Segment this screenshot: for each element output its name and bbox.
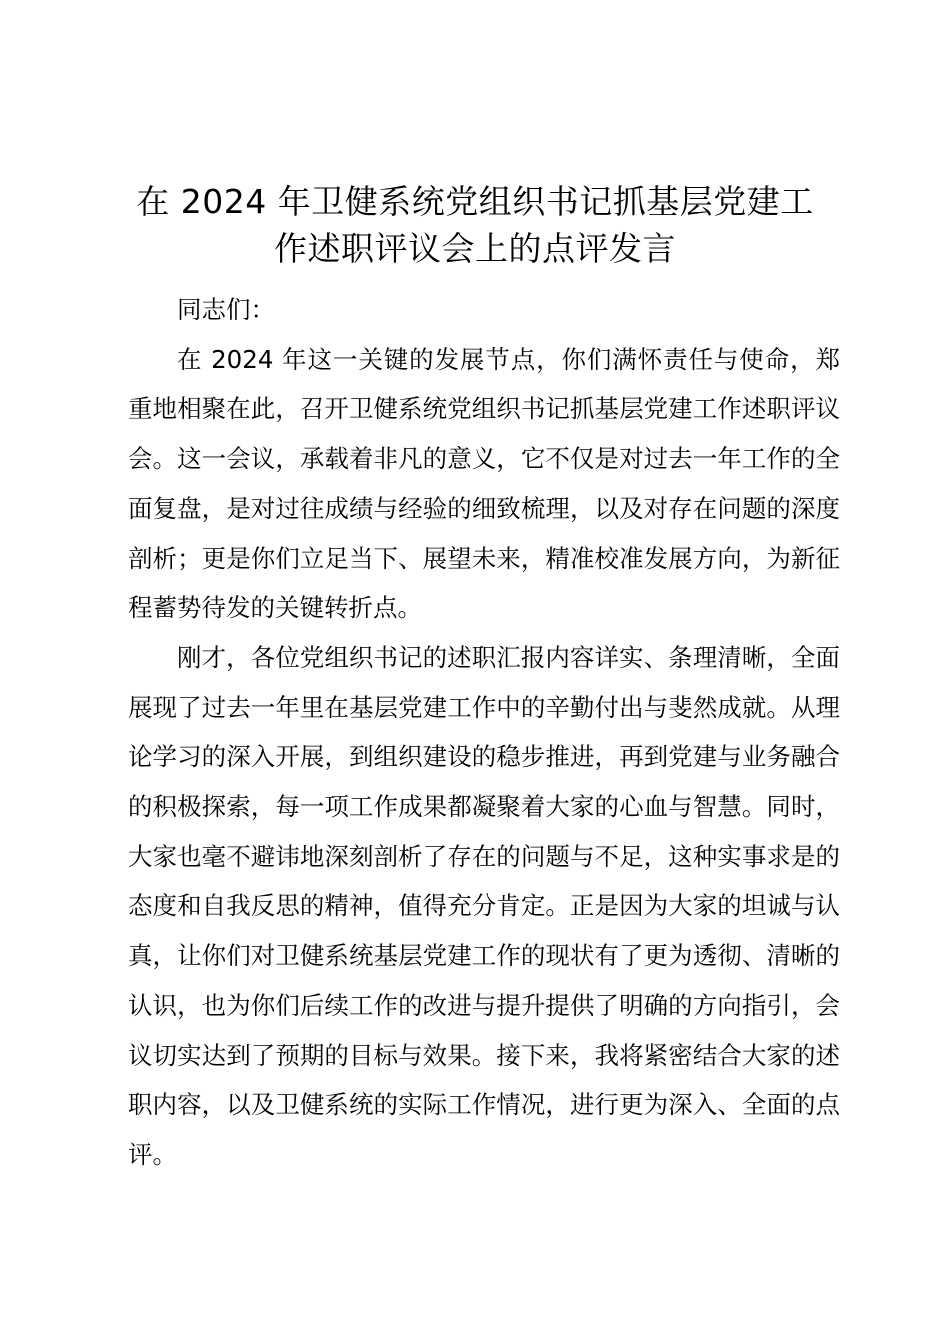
document-title: [110, 178, 840, 272]
paragraph-2: 刚才，各位党组织书记的述职汇报内容详实、条理清晰，全面展现了过去一年里在基层党建工作中的辛勤付出与斐然成就。从理论学习的深入开展，到组织建设的稳步推进，再到党建与业务融合的积极探索，每一项工作成果都凝聚着大家的心血与智慧。同时，大家也毫不避讳地深刻剖析了存在的问题与不足，这种实事求是的态度和自我反思的精神，值得充分肯定。正是因为大家的坦诚与认真，让你们对卫健系统基层党建工作的现状有了更为透彻、清晰的认识，也为你们后续工作的改进与提升提供了明确的方向指引，会议切实达到了预期的目标与效果。接下来，我将紧密结合大家的述职内容，以及卫健系统的实际工作情况，进行更为深入、全面的点评。: [128, 642, 840, 1169]
salutation: 同志们：: [177, 295, 275, 324]
document-body: [128, 285, 840, 1180]
title-line-2: 作述职评议会上的点评发言: [274, 229, 676, 268]
title-line-1: 在 2024 年卫健系统党组织书记抓基层党建工: [136, 182, 814, 221]
paragraph-1: 在 2024 年这一关键的发展节点，你们满怀责任与使命，郑重地相聚在此，召开卫健系统党组织书记抓基层党建工作述职评议会。这一会议，承载着非凡的意义，它不仅是对过去一年工作的全面复盘，是对过往成绩与经验的细致梳理，以及对存在问题的深度剖析；更是你们立足当下、展望未来，精准校准发展方向，为新征程蓄势待发的关键转折点。: [128, 344, 840, 623]
